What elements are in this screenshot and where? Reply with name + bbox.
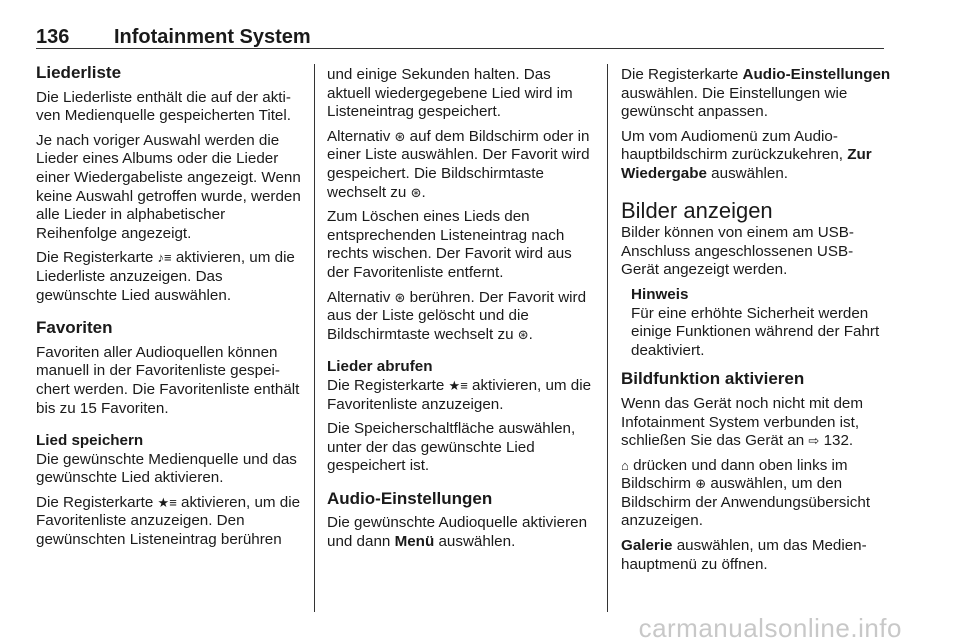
favorite-filled-icon: ⊛: [410, 184, 422, 200]
paragraph: Galerie auswählen, um das Medienhauptmenü zu öffnen.: [621, 537, 867, 573]
paragraph: Die Registerkarte ★≡ aktivieren, um die Favoritenliste anzuzeigen. Den gewünschten Listeneintrag berühren: [36, 493, 301, 549]
favorite-empty-icon: ⊛: [394, 128, 406, 144]
paragraph: Favoriten aller Audioquellen können manuell in der Favoritenliste gespeichert werden. Die Favoritenliste enthält bis zu 15 Favoriten.: [36, 343, 300, 417]
heading-favoriten: Favoriten: [36, 318, 113, 338]
paragraph: Alternativ ⊛ auf dem Bildschirm oder in einer Liste auswählen. Der Favorit wird gespeichert. Die Bildschirmtaste wechselt zu ⊛.: [327, 127, 590, 201]
heading-lieder-abrufen: Lieder abrufen: [327, 358, 433, 376]
favorite-list-icon: ★≡: [448, 377, 468, 393]
paragraph: und einige Sekunden halten. Das aktuell wiedergegebene Lied wird im Listeneintrag gespeichert.: [327, 66, 573, 121]
arrow-icon: ⇨: [808, 433, 820, 449]
column-divider: [607, 64, 608, 612]
favorite-list-icon: ★≡: [157, 494, 177, 510]
paragraph: Die gewünschte Audioquelle aktivieren und dann Menü auswählen.: [327, 514, 588, 551]
note-text: Für eine erhöhte Sicherheit werden einige Funktionen während der Fahrt deaktiviert.: [631, 304, 880, 359]
home-icon: ⌂: [621, 457, 629, 473]
paragraph: Bilder können von einem am USB-Anschluss angeschlossenen USB-Gerät angezeigt werden.: [621, 224, 854, 279]
paragraph: Zum Löschen eines Lieds den entsprechenden Listeneintrag nach rechts wischen. Der Favorit wird aus der Favoritenliste entfernt.: [327, 208, 572, 281]
column-2: [327, 66, 595, 558]
column-3: [621, 66, 891, 580]
page-header: [36, 26, 884, 49]
heading-bilder-anzeigen: Bilder anzeigen: [621, 197, 773, 223]
paragraph: Wenn das Gerät noch nicht mit dem Infotainment System verbunden ist, schließen Sie das Gerät an ⇨ 132.: [621, 394, 863, 450]
paragraph: Alternativ ⊛ berühren. Der Favorit wird aus der Liste gelöscht und die Bildschirmtaste wechselt zu ⊛.: [327, 288, 587, 343]
apps-icon: ⊕: [695, 476, 707, 492]
heading-lied-speichern: Lied speichern: [36, 432, 144, 450]
heading-audio-einstellungen: Audio-Einstellungen: [327, 488, 493, 508]
paragraph: Die gewünschte Medienquelle und das gewünschte Lied aktivieren.: [36, 450, 297, 487]
paragraph: Je nach voriger Auswahl werden die Lieder eines Albums oder die Lieder einer Wiedergabeliste angezeigt. Wenn keine Auswahl getroffen wurde, werden alle Lieder in alphabetischer Reihenfolge angezeigt.: [36, 131, 301, 242]
paragraph: Die Registerkarte ♪≡ aktivieren, um die Liederliste anzuzeigen. Das gewünschte Lied auswählen.: [36, 249, 295, 304]
paragraph: Um vom Audiomenü zum Audiohauptbildschirm zurückzukehren, Zur Wiedergabe auswählen.: [621, 127, 872, 182]
page-title: Infotainment System: [114, 26, 311, 48]
favorite-empty-icon: ⊛: [517, 326, 529, 342]
paragraph: Die Registerkarte Audio-Einstellungen auswählen. Die Einstellungen wie gewünscht anpassen.: [621, 66, 891, 121]
paragraph: Die Liederliste enthält die auf der aktiven Medienquelle gespeicherten Titel.: [36, 88, 291, 125]
column-1: [36, 64, 304, 556]
note-title: Hinweis: [631, 285, 689, 303]
paragraph: ⌂ drücken und dann oben links im Bildschirm ⊕ auswählen, um den Bildschirm der Anwendungsübersicht anzuzeigen.: [621, 456, 871, 530]
heading-liederliste: Liederliste: [36, 63, 122, 82]
page-number: 136: [36, 26, 70, 48]
paragraph: Die Speicherschaltfläche auswählen, unter der das gewünschte Lied gespeichert ist.: [327, 420, 576, 475]
heading-bildfunktion: Bildfunktion aktivieren: [621, 369, 805, 389]
favorite-filled-icon: ⊛: [394, 289, 406, 305]
watermark: carmanualsonline.info: [638, 613, 902, 643]
column-divider: [314, 64, 315, 612]
paragraph: Die Registerkarte ★≡ aktivieren, um die Favoritenliste anzuzeigen.: [327, 376, 592, 413]
songlist-icon: ♪≡: [157, 250, 172, 266]
note-box: [631, 286, 891, 360]
